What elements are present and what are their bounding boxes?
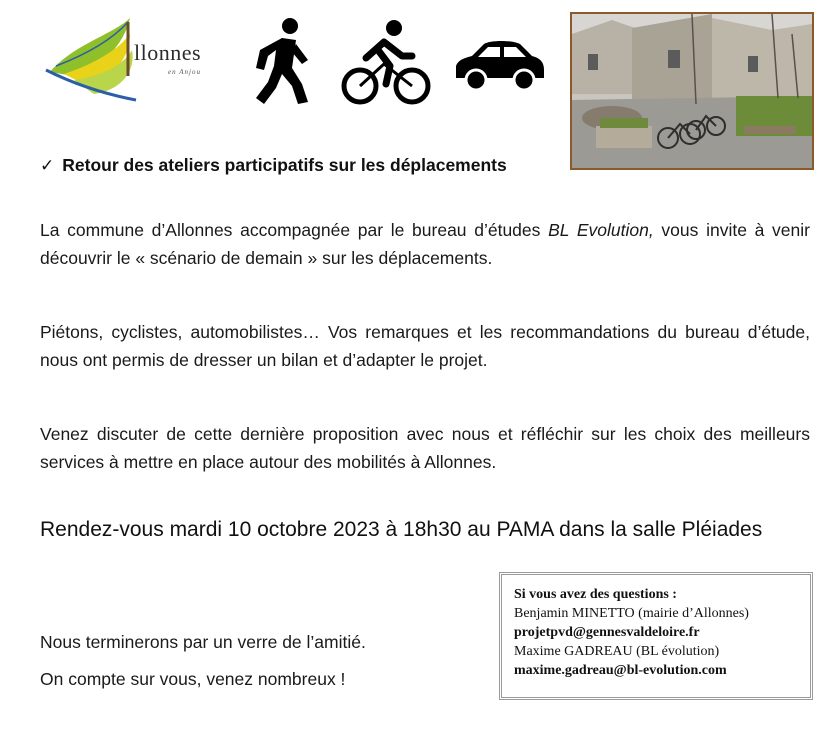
rendezvous-line: Rendez-vous mardi 10 octobre 2023 à 18h30 au PAMA dans la salle Pléiades — [40, 518, 763, 541]
contact-person-2: Maxime GADREAU (BL évolution) — [514, 644, 720, 659]
car-icon — [450, 16, 548, 108]
cyclist-icon — [340, 16, 432, 108]
contact-box — [499, 572, 813, 700]
contact-title: Si vous avez des questions : — [514, 587, 677, 602]
closing-line-1: Nous terminerons par un verre de l’amitié. — [40, 632, 366, 652]
contact-person-1: Benjamin MINETTO (mairie d’Allonnes) — [514, 606, 749, 621]
village-square-photo — [570, 12, 814, 170]
paragraph-invitation — [40, 216, 810, 272]
section-heading — [40, 155, 507, 176]
paragraph-feedback: Piétons, cyclistes, automobilistes… Vos remarques et les recommandations du bureau d’étude, nous ont permis de dresser un bilan et d’adapter le projet. — [40, 322, 810, 370]
allonnes-logo — [44, 14, 220, 106]
contact-email-2[interactable]: maxime.gadreau@bl-evolution.com — [514, 663, 727, 678]
walking-person-icon — [252, 16, 318, 108]
paragraph-discussion: Venez discuter de cette dernière proposition avec nous et réfléchir sur les choix des meilleurs services à mettre en place autour des mobilités à Allonnes. — [40, 424, 810, 472]
paragraph-invitation-text: La commune d’Allonnes accompagnée par le bureau d’études — [40, 220, 549, 240]
contact-email-1[interactable]: projetpvd@gennesvaldeloire.fr — [514, 625, 700, 640]
paragraph-invitation-text-end: vous invite à venir découvrir le « scénario de demain » sur les déplacements. — [40, 220, 810, 268]
logo-wordmark: llonnes — [134, 40, 202, 65]
bl-evolution-name: BL Evolution, — [548, 220, 654, 240]
logo-tagline: en Anjou — [168, 68, 201, 76]
heading-text: Retour des ateliers participatifs sur les déplacements — [62, 155, 507, 175]
closing-line-2: On compte sur vous, venez nombreux ! — [40, 669, 346, 689]
checkmark-icon: ✓ — [40, 156, 55, 175]
